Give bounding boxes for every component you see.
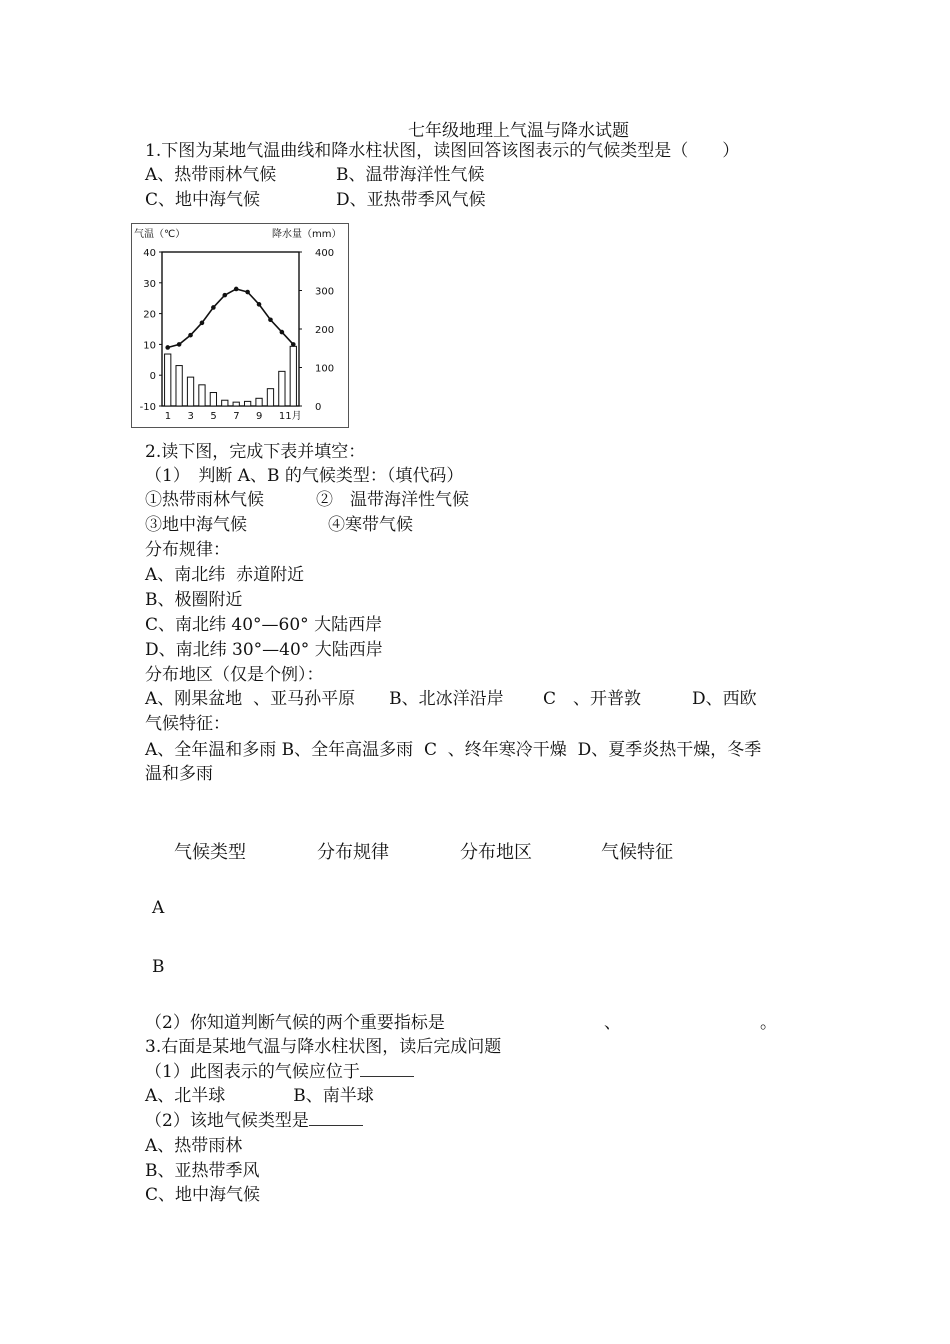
feature-title: 气候特征： — [145, 714, 230, 734]
table-header-type: 气候类型 — [174, 842, 246, 863]
answer-blank[interactable] — [360, 1062, 414, 1077]
temperature-point — [165, 345, 170, 350]
right-tick-label: 300 — [315, 286, 335, 298]
precipitation-bar — [199, 385, 205, 406]
temperature-point — [200, 321, 205, 326]
feature-line-1: A、全年温和多雨 B、全年高温多雨 C 、终年寒冷干燥 D、夏季炎热干燥，冬季 — [145, 740, 762, 760]
q3-option-b: B、亚热带季风 — [145, 1161, 260, 1181]
law-title: 分布规律： — [145, 540, 230, 560]
right-tick-label: 0 — [315, 402, 322, 413]
x-tick-label: 9 — [256, 411, 263, 422]
temperature-point — [211, 305, 216, 310]
table-row-a-label: A — [152, 898, 165, 918]
table-row-b-label: B — [152, 957, 165, 977]
precipitation-bar — [244, 401, 250, 406]
area-line: A、刚果盆地 、亚马孙平原 B、北冰洋沿岸 C 、开普敦 D、西欧 — [145, 689, 757, 709]
q1-option-c: C、地中海气候 — [145, 190, 261, 210]
precipitation-bar — [256, 398, 262, 406]
temperature-point — [257, 302, 262, 307]
right-tick-label: 200 — [315, 325, 335, 336]
table-header-law: 分布规律 — [317, 842, 389, 863]
law-b: B、极圈附近 — [145, 590, 243, 610]
precipitation-bar — [222, 400, 228, 406]
table-header-feature: 气候特征 — [601, 842, 673, 863]
left-tick-label: 40 — [143, 248, 156, 259]
area-title: 分布地区（仅是个例）： — [145, 665, 324, 685]
precipitation-bar — [290, 346, 296, 406]
q2-part2-separator: 、 — [604, 1013, 621, 1033]
x-tick-label: 7 — [233, 411, 240, 422]
climate-type-2: ② 温带海洋性气候 — [316, 490, 469, 510]
q2-stem: 2.读下图，完成下表并填空： — [145, 442, 366, 462]
x-tick-label: 11月 — [278, 411, 302, 422]
law-c: C、南北纬 40°—60° 大陆西岸 — [145, 615, 383, 635]
x-tick-label: 1 — [164, 411, 172, 422]
left-tick-label: 10 — [143, 340, 156, 352]
climate-chart — [131, 223, 349, 428]
q1-stem: 1.下图为某地气温曲线和降水柱状图，读图回答该图表示的气候类型是（ ） — [145, 141, 740, 161]
climate-type-3: ③地中海气候 — [145, 515, 247, 535]
precipitation-bar — [279, 371, 285, 406]
right-axis-label: 降水量（mm） — [272, 229, 342, 240]
temperature-point — [245, 290, 250, 295]
left-tick-label: 20 — [143, 309, 156, 321]
q1-option-b: B、温带海洋性气候 — [336, 165, 485, 185]
temperature-point — [222, 293, 227, 298]
temperature-point — [177, 342, 182, 347]
climate-type-4: ④寒带气候 — [328, 515, 413, 535]
q3-part2: （2）该地气候类型是 — [145, 1110, 363, 1132]
q3-part1: （1）此图表示的气候应位于 — [145, 1061, 414, 1083]
q2-part2-end: 。 — [760, 1013, 777, 1033]
q2-part1: （1） 判断 A、B 的气候类型：（填代码） — [145, 466, 464, 486]
law-a: A、南北纬 赤道附近 — [145, 565, 305, 585]
x-tick-label: 3 — [187, 411, 194, 422]
precipitation-bar — [165, 354, 171, 406]
q1-option-a: A、热带雨林气候 — [145, 165, 277, 185]
temperature-line — [168, 289, 294, 348]
x-tick-label: 5 — [210, 411, 217, 422]
right-tick-label: 400 — [315, 248, 335, 259]
temperature-point — [291, 342, 296, 347]
q3-option-c: C、地中海气候 — [145, 1185, 261, 1205]
answer-blank[interactable] — [309, 1111, 363, 1126]
climate-type-1: ①热带雨林气候 — [145, 490, 264, 510]
precipitation-bar — [210, 393, 216, 406]
q1-option-d: D、亚热带季风气候 — [336, 190, 486, 210]
temperature-point — [280, 330, 285, 335]
page-title: 七年级地理上气温与降水试题 — [408, 121, 629, 141]
q3-part1-options: A、北半球 B、南半球 — [145, 1086, 374, 1106]
right-tick-label: 100 — [315, 363, 335, 375]
precipitation-bar — [187, 377, 193, 406]
climate-chart-svg — [132, 224, 348, 427]
temperature-point — [234, 287, 239, 292]
q2-part2: （2）你知道判断气候的两个重要指标是 — [145, 1013, 445, 1033]
law-d: D、南北纬 30°—40° 大陆西岸 — [145, 640, 383, 660]
q3-option-a: A、热带雨林 — [145, 1136, 243, 1156]
temperature-point — [268, 317, 273, 322]
precipitation-bar — [233, 402, 239, 406]
left-tick-label: -10 — [139, 402, 156, 413]
precipitation-bar — [176, 366, 182, 406]
feature-line-2: 温和多雨 — [145, 764, 213, 784]
temperature-point — [188, 333, 193, 338]
left-tick-label: 0 — [149, 371, 156, 383]
left-tick-label: 30 — [143, 278, 156, 290]
left-axis-label: 气温（℃） — [134, 229, 186, 240]
q3-stem: 3.右面是某地气温与降水柱状图，读后完成问题 — [145, 1037, 502, 1057]
table-header-area: 分布地区 — [460, 842, 532, 863]
precipitation-bar — [267, 389, 273, 406]
